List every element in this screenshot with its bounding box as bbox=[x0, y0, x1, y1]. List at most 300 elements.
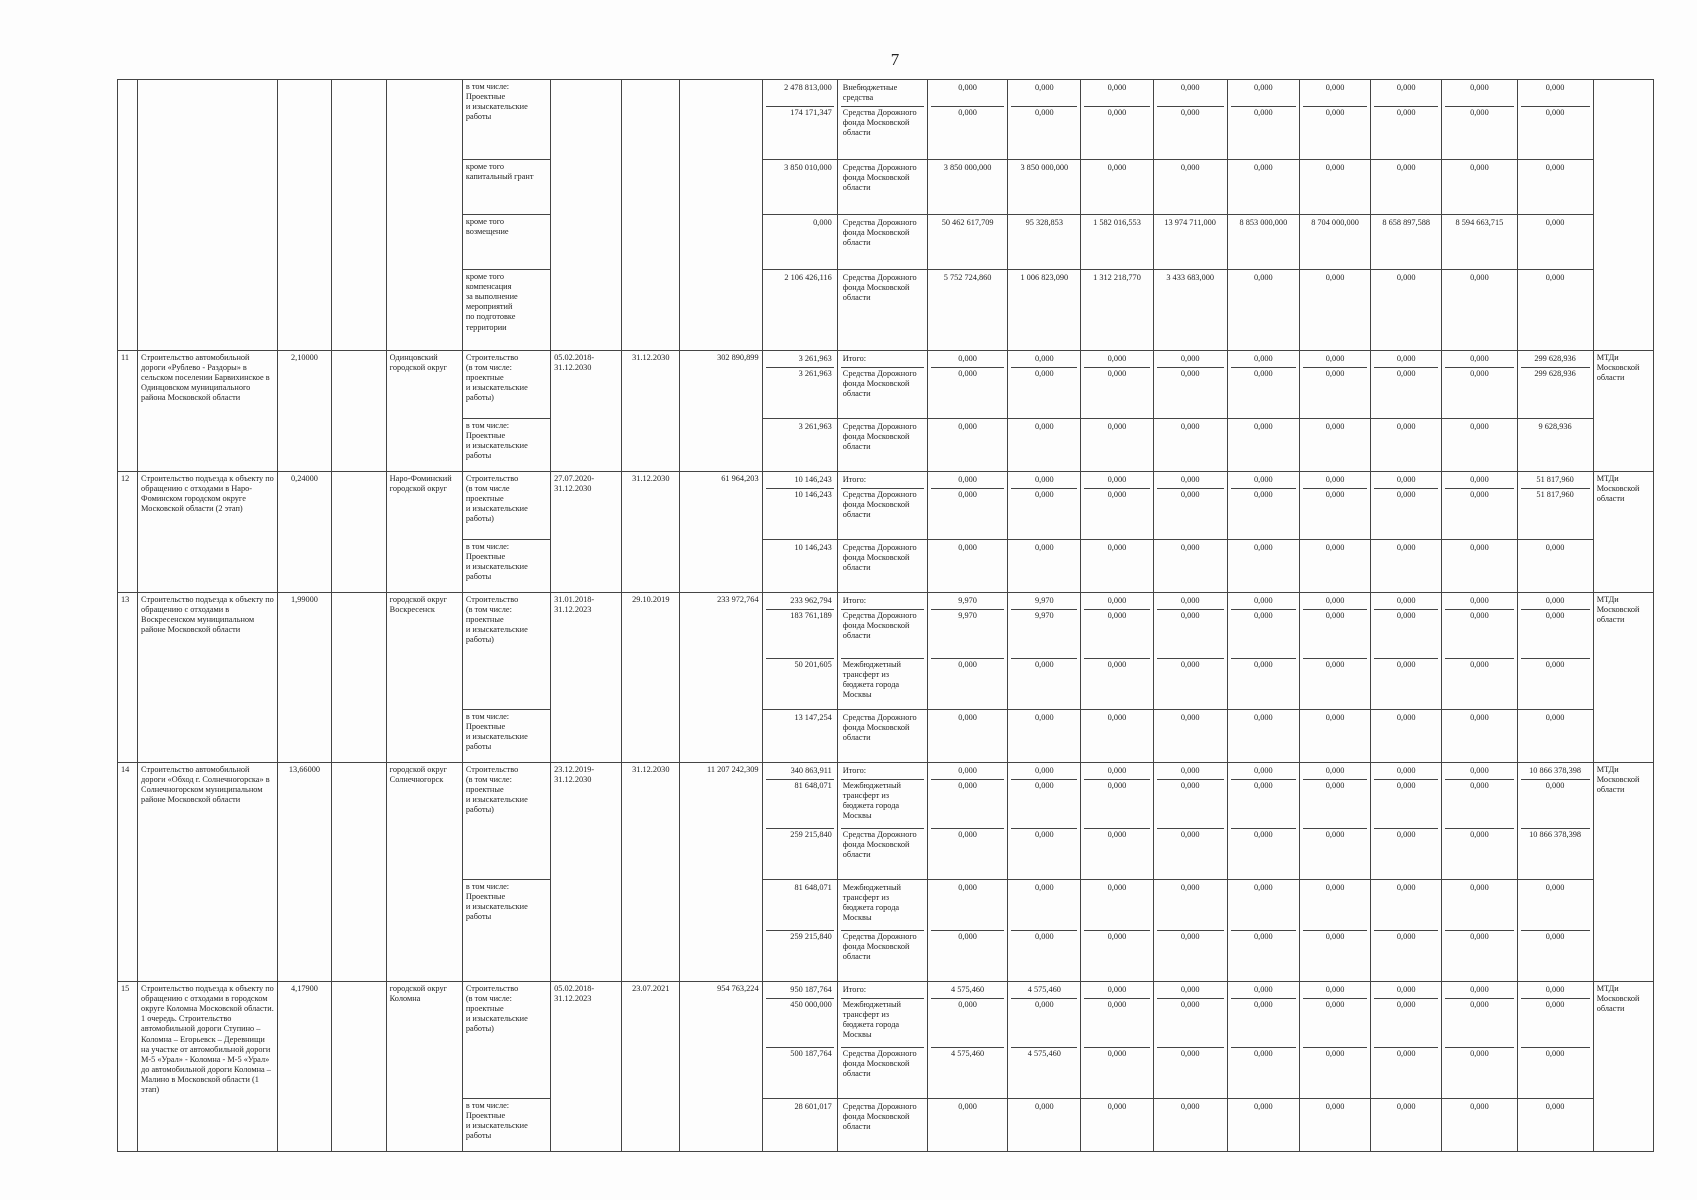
date-start: 05.02.2018- 31.12.2023 bbox=[551, 982, 622, 1152]
year-value-cell bbox=[1008, 160, 1081, 215]
year-value: 0,000 bbox=[931, 82, 1004, 107]
year-value: 0,000 bbox=[1180, 932, 1200, 941]
date-start: 23.12.2019- 31.12.2030 bbox=[551, 763, 622, 982]
year-value-cell bbox=[1299, 710, 1370, 763]
year-value-cell bbox=[1153, 763, 1227, 880]
year-value: 0,000 bbox=[1231, 474, 1296, 489]
year-value: 0,000 bbox=[1325, 422, 1345, 431]
year-value: 0,000 bbox=[1254, 422, 1273, 431]
funding-source-cell bbox=[837, 880, 927, 982]
work-type: в том числе: Проектные и изыскательские работы bbox=[462, 710, 550, 763]
year-value: 0,000 bbox=[1545, 163, 1565, 172]
date-end: 29.10.2019 bbox=[622, 593, 680, 763]
year-value: 0,000 bbox=[1445, 474, 1513, 489]
funding-source: Межбюджетный трансферт из бюджета города Москвы bbox=[841, 882, 924, 931]
year-value-cell bbox=[1153, 880, 1227, 982]
year-value-cell bbox=[1008, 1099, 1081, 1152]
year-value: 0,000 bbox=[1231, 595, 1296, 610]
year-value-cell bbox=[1299, 351, 1370, 419]
funding-source-cell bbox=[837, 80, 927, 160]
date-start: 31.01.2018- 31.12.2023 bbox=[551, 593, 622, 763]
executor: МТДи Московской области bbox=[1593, 982, 1653, 1152]
work-type: кроме того компенсация за выполнение мероприятий по подготовке территории bbox=[462, 270, 550, 351]
year-value: 0,000 bbox=[1325, 163, 1345, 172]
object-number: 15 bbox=[118, 982, 138, 1152]
year-value: 0,000 bbox=[1011, 765, 1077, 780]
year-value: 10 866 378,398 bbox=[1529, 830, 1582, 839]
object-place: городской округ Воскресенск bbox=[386, 593, 462, 763]
year-value: 0,000 bbox=[1374, 999, 1438, 1048]
financed-total-cell bbox=[762, 763, 837, 880]
year-value-cell bbox=[1227, 880, 1299, 982]
year-value: 9,970 bbox=[931, 595, 1004, 610]
year-value: 10 866 378,398 bbox=[1521, 765, 1590, 780]
work-type: в том числе: Проектные и изыскательские работы bbox=[462, 80, 550, 160]
year-value-cell bbox=[1227, 763, 1299, 880]
funding-source-cell bbox=[837, 351, 927, 419]
year-value: 0,000 bbox=[1325, 369, 1345, 378]
year-value-cell bbox=[1227, 1099, 1299, 1152]
object-blank-cell bbox=[331, 763, 386, 982]
date-end: 31.12.2030 bbox=[622, 351, 680, 472]
year-value-cell bbox=[1081, 1099, 1153, 1152]
year-value-cell bbox=[1371, 472, 1442, 540]
year-value: 0,000 bbox=[1470, 830, 1489, 839]
year-value: 0,000 bbox=[1445, 765, 1513, 780]
year-value: 0,000 bbox=[958, 543, 977, 552]
year-value: 0,000 bbox=[1396, 713, 1416, 722]
year-value: 0,000 bbox=[1084, 999, 1149, 1048]
year-value-cell bbox=[1517, 880, 1593, 982]
object-name: Строительство автомобильной дороги «Рублево - Раздоры» в сельском поселении Барвихинское в Одинцовском муниципального района Московской области bbox=[138, 351, 278, 472]
year-value: 0,000 bbox=[1011, 882, 1077, 931]
executor: МТДи Московской области bbox=[1593, 472, 1653, 593]
object-blank-cell bbox=[331, 593, 386, 763]
year-value: 1 312 218,770 bbox=[1093, 273, 1141, 282]
year-value: 0,000 bbox=[1470, 490, 1489, 499]
year-value: 299 628,936 bbox=[1521, 353, 1590, 368]
year-value: 0,000 bbox=[1303, 882, 1367, 931]
year-value-cell bbox=[1227, 160, 1299, 215]
year-value: 0,000 bbox=[1303, 595, 1367, 610]
year-value: 0,000 bbox=[1157, 595, 1224, 610]
financed-total-cell bbox=[762, 215, 837, 270]
financed-total: 10 146,243 bbox=[794, 543, 832, 552]
object-number: 13 bbox=[118, 593, 138, 763]
year-value: 0,000 bbox=[931, 474, 1004, 489]
year-value-cell bbox=[1517, 419, 1593, 472]
financed-total-cell bbox=[762, 160, 837, 215]
year-value-cell bbox=[1299, 982, 1370, 1099]
year-value-cell bbox=[928, 472, 1008, 540]
year-value-cell bbox=[928, 593, 1008, 710]
financed-total-cell bbox=[762, 270, 837, 351]
year-value-cell bbox=[1517, 763, 1593, 880]
year-value-cell bbox=[1442, 710, 1517, 763]
year-value-cell bbox=[1442, 80, 1517, 160]
year-value: 0,000 bbox=[1303, 82, 1367, 107]
year-value: 0,000 bbox=[1545, 713, 1565, 722]
year-value: 0,000 bbox=[1303, 610, 1367, 659]
year-value: 0,000 bbox=[1180, 660, 1200, 669]
year-value: 0,000 bbox=[1231, 882, 1296, 931]
financed-total-cell bbox=[762, 593, 837, 710]
year-value-cell bbox=[1008, 710, 1081, 763]
year-value: 0,000 bbox=[1107, 830, 1127, 839]
object-name: Строительство автомобильной дороги «Обход г. Солнечногорска» в Солнечногорском муниципальном районе Московской области bbox=[138, 763, 278, 982]
table-row bbox=[118, 763, 1654, 880]
financed-total-cell bbox=[762, 540, 837, 593]
year-value: 0,000 bbox=[1034, 713, 1054, 722]
financed-total-cell bbox=[762, 80, 837, 160]
work-type: в том числе: Проектные и изыскательские работы bbox=[462, 880, 550, 982]
year-value: 0,000 bbox=[1107, 369, 1127, 378]
year-value: 0,000 bbox=[1180, 108, 1200, 117]
year-value: 0,000 bbox=[1325, 1049, 1345, 1058]
year-value: 0,000 bbox=[1254, 1102, 1273, 1111]
year-value-cell bbox=[1299, 763, 1370, 880]
year-value: 0,000 bbox=[1396, 273, 1416, 282]
year-value: 0,000 bbox=[1303, 474, 1367, 489]
year-value-cell bbox=[928, 982, 1008, 1099]
year-value: 0,000 bbox=[1374, 353, 1438, 368]
year-value: 0,000 bbox=[1157, 82, 1224, 107]
year-value-cell bbox=[1371, 270, 1442, 351]
funding-source: Межбюджетный трансферт из бюджета города Москвы bbox=[842, 660, 901, 700]
year-value: 0,000 bbox=[1034, 830, 1054, 839]
year-value-cell bbox=[1299, 160, 1370, 215]
year-value: 0,000 bbox=[1011, 82, 1077, 107]
year-value: 0,000 bbox=[931, 882, 1004, 931]
year-value-cell bbox=[928, 710, 1008, 763]
year-value: 0,000 bbox=[1084, 780, 1149, 829]
year-value: 0,000 bbox=[1180, 422, 1200, 431]
year-value: 0,000 bbox=[1180, 830, 1200, 839]
table-row bbox=[118, 982, 1654, 1099]
funding-source: Средства Дорожного фонда Московской области bbox=[842, 422, 917, 452]
year-value-cell bbox=[1371, 710, 1442, 763]
year-value: 4 575,460 bbox=[1011, 984, 1077, 999]
year-value: 0,000 bbox=[1231, 353, 1296, 368]
year-value: 0,000 bbox=[1254, 108, 1273, 117]
year-value-cell bbox=[1227, 80, 1299, 160]
year-value-cell bbox=[1227, 419, 1299, 472]
year-value: 0,000 bbox=[1396, 1049, 1416, 1058]
year-value-cell bbox=[1371, 160, 1442, 215]
work-type: в том числе: Проектные и изыскательские работы bbox=[462, 1099, 550, 1152]
object-power: 1,99000 bbox=[278, 593, 331, 763]
object-place: городской округ Солнечногорск bbox=[386, 763, 462, 982]
financed-total: 3 850 010,000 bbox=[784, 163, 832, 172]
year-value-cell bbox=[1008, 880, 1081, 982]
year-value-cell bbox=[1517, 982, 1593, 1099]
year-value: 0,000 bbox=[1396, 108, 1416, 117]
year-value: 0,000 bbox=[1303, 780, 1367, 829]
year-value: 51 817,960 bbox=[1536, 490, 1574, 499]
funding-source: Средства Дорожного фонда Московской области bbox=[842, 1102, 917, 1132]
year-value-cell bbox=[1517, 1099, 1593, 1152]
object-number: 11 bbox=[118, 351, 138, 472]
financed-total: 3 261,963 bbox=[766, 353, 834, 368]
year-value-cell bbox=[1008, 419, 1081, 472]
year-value: 3 433 683,000 bbox=[1166, 273, 1215, 282]
year-value: 0,000 bbox=[1445, 999, 1513, 1048]
object-blank-cell bbox=[331, 982, 386, 1152]
year-value-cell bbox=[1008, 763, 1081, 880]
year-value: 0,000 bbox=[1396, 660, 1416, 669]
year-value: 0,000 bbox=[1254, 713, 1273, 722]
year-value: 0,000 bbox=[1374, 765, 1438, 780]
year-value: 0,000 bbox=[1157, 882, 1224, 931]
financed-total: 340 863,911 bbox=[766, 765, 834, 780]
year-value-cell bbox=[1153, 270, 1227, 351]
year-value-cell bbox=[1153, 710, 1227, 763]
financed-total-cell bbox=[762, 1099, 837, 1152]
year-value-cell bbox=[1153, 593, 1227, 710]
funding-source: Итого: bbox=[841, 474, 924, 489]
year-value: 0,000 bbox=[1545, 218, 1565, 227]
year-value: 0,000 bbox=[958, 932, 977, 941]
year-value: 0,000 bbox=[1374, 780, 1438, 829]
year-value: 0,000 bbox=[1325, 273, 1345, 282]
year-value: 0,000 bbox=[1107, 543, 1127, 552]
cost: 61 964,203 bbox=[680, 472, 762, 593]
program-table bbox=[117, 79, 1654, 1152]
year-value: 9,970 bbox=[1011, 610, 1077, 659]
year-value: 0,000 bbox=[1157, 780, 1224, 829]
year-value: 0,000 bbox=[1254, 1049, 1273, 1058]
year-value: 0,000 bbox=[1396, 369, 1416, 378]
year-value: 0,000 bbox=[1470, 932, 1489, 941]
funding-source: Внебюджетные средства bbox=[841, 82, 924, 107]
funding-source: Средства Дорожного фонда Московской области bbox=[841, 610, 924, 659]
year-value-cell bbox=[928, 351, 1008, 419]
year-value: 50 462 617,709 bbox=[941, 218, 994, 227]
year-value-cell bbox=[1517, 270, 1593, 351]
year-value-cell bbox=[1442, 593, 1517, 710]
year-value: 0,000 bbox=[1107, 660, 1127, 669]
year-value: 0,000 bbox=[1034, 490, 1054, 499]
funding-source: Средства Дорожного фонда Московской области bbox=[842, 108, 917, 138]
year-value: 0,000 bbox=[1521, 595, 1590, 610]
year-value: 5 752 724,860 bbox=[943, 273, 992, 282]
cost: 11 207 242,309 bbox=[680, 763, 762, 982]
year-value: 0,000 bbox=[931, 780, 1004, 829]
year-value: 0,000 bbox=[958, 369, 977, 378]
funding-source: Итого: bbox=[841, 595, 924, 610]
year-value-cell bbox=[1008, 270, 1081, 351]
year-value-cell bbox=[1371, 1099, 1442, 1152]
table-row bbox=[118, 80, 1654, 160]
object-power: 0,24000 bbox=[278, 472, 331, 593]
page-number: 7 bbox=[890, 50, 900, 69]
year-value: 0,000 bbox=[1254, 543, 1273, 552]
year-value: 0,000 bbox=[1470, 273, 1489, 282]
year-value: 0,000 bbox=[1011, 353, 1077, 368]
year-value: 3 850 000,000 bbox=[943, 163, 992, 172]
funding-source: Межбюджетный трансферт из бюджета города Москвы bbox=[841, 780, 924, 829]
year-value-cell bbox=[1008, 351, 1081, 419]
year-value: 0,000 bbox=[1254, 490, 1273, 499]
year-value: 0,000 bbox=[1325, 490, 1345, 499]
year-value: 0,000 bbox=[1157, 765, 1224, 780]
year-value: 8 658 897,588 bbox=[1382, 218, 1431, 227]
year-value: 0,000 bbox=[1445, 780, 1513, 829]
year-value-cell bbox=[1299, 472, 1370, 540]
funding-source-cell bbox=[837, 270, 927, 351]
year-value: 0,000 bbox=[958, 108, 977, 117]
table-row bbox=[118, 351, 1654, 419]
year-value-cell bbox=[1299, 593, 1370, 710]
year-value: 0,000 bbox=[1325, 543, 1345, 552]
year-value-cell bbox=[1299, 1099, 1370, 1152]
year-value-cell bbox=[1371, 419, 1442, 472]
year-value-cell bbox=[1442, 351, 1517, 419]
year-value-cell bbox=[1153, 351, 1227, 419]
funding-source-cell bbox=[837, 215, 927, 270]
year-value-cell bbox=[1081, 419, 1153, 472]
financed-total: 50 201,605 bbox=[794, 660, 832, 669]
year-value: 0,000 bbox=[1034, 108, 1054, 117]
executor: МТДи Московской области bbox=[1593, 593, 1653, 763]
financed-total: 233 962,794 bbox=[766, 595, 834, 610]
year-value-cell bbox=[1081, 593, 1153, 710]
year-value-cell bbox=[1371, 593, 1442, 710]
year-value: 1 006 823,090 bbox=[1020, 273, 1069, 282]
financed-total-cell bbox=[762, 710, 837, 763]
year-value: 0,000 bbox=[1303, 984, 1367, 999]
year-value-cell bbox=[1517, 540, 1593, 593]
year-value: 0,000 bbox=[1374, 984, 1438, 999]
financed-total: 0,000 bbox=[813, 218, 832, 227]
year-value: 0,000 bbox=[1084, 595, 1149, 610]
year-value-cell bbox=[1153, 982, 1227, 1099]
year-value-cell bbox=[1081, 982, 1153, 1099]
year-value: 0,000 bbox=[958, 422, 977, 431]
financed-total: 950 187,764 bbox=[766, 984, 834, 999]
year-value: 0,000 bbox=[1180, 713, 1200, 722]
year-value: 0,000 bbox=[1470, 1102, 1489, 1111]
year-value: 0,000 bbox=[1303, 353, 1367, 368]
object-blank-cell bbox=[331, 351, 386, 472]
object-place: Одинцовский городской округ bbox=[386, 351, 462, 472]
year-value: 13 974 711,000 bbox=[1164, 218, 1216, 227]
work-type: в том числе: Проектные и изыскательские работы bbox=[462, 419, 550, 472]
year-value: 0,000 bbox=[1396, 163, 1416, 172]
year-value: 0,000 bbox=[1157, 999, 1224, 1048]
object-place: городской округ Коломна bbox=[386, 982, 462, 1152]
year-value: 0,000 bbox=[1521, 780, 1590, 829]
object-power: 13,66000 bbox=[278, 763, 331, 982]
year-value: 0,000 bbox=[1396, 543, 1416, 552]
year-value: 0,000 bbox=[1034, 1102, 1054, 1111]
year-value: 0,000 bbox=[1445, 353, 1513, 368]
year-value-cell bbox=[1227, 710, 1299, 763]
funding-source-cell bbox=[837, 540, 927, 593]
year-value: 0,000 bbox=[1545, 273, 1565, 282]
year-value-cell bbox=[1081, 880, 1153, 982]
year-value: 0,000 bbox=[1545, 1102, 1565, 1111]
year-value-cell bbox=[1153, 160, 1227, 215]
date-start: 05.02.2018- 31.12.2030 bbox=[551, 351, 622, 472]
table-row bbox=[118, 472, 1654, 540]
year-value: 0,000 bbox=[1034, 543, 1054, 552]
object-name: Строительство подъезда к объекту по обращению с отходами в Наро-Фоминском городском округе Московской области (2 этап) bbox=[138, 472, 278, 593]
year-value: 0,000 bbox=[1470, 422, 1489, 431]
financed-total: 174 171,347 bbox=[790, 108, 832, 117]
year-value: 0,000 bbox=[1107, 490, 1127, 499]
year-value-cell bbox=[1442, 215, 1517, 270]
year-value-cell bbox=[1153, 472, 1227, 540]
year-value-cell bbox=[1517, 160, 1593, 215]
year-value-cell bbox=[1008, 593, 1081, 710]
year-value: 0,000 bbox=[1521, 82, 1590, 107]
year-value-cell bbox=[1299, 270, 1370, 351]
year-value: 0,000 bbox=[1470, 543, 1489, 552]
financed-total-cell bbox=[762, 419, 837, 472]
financed-total: 10 146,243 bbox=[766, 474, 834, 489]
year-value: 0,000 bbox=[1303, 999, 1367, 1048]
date-end bbox=[622, 80, 680, 351]
year-value-cell bbox=[1227, 351, 1299, 419]
object-number: 14 bbox=[118, 763, 138, 982]
date-end: 23.07.2021 bbox=[622, 982, 680, 1152]
year-value: 0,000 bbox=[1470, 713, 1489, 722]
work-type: Строительство (в том числе: проектные и изыскательские работы) bbox=[462, 593, 550, 710]
funding-source: Межбюджетный трансферт из бюджета города Москвы bbox=[841, 999, 924, 1048]
year-value-cell bbox=[1517, 472, 1593, 540]
year-value-cell bbox=[1442, 419, 1517, 472]
year-value: 9 628,936 bbox=[1538, 422, 1572, 431]
object-power: 4,17900 bbox=[278, 982, 331, 1152]
year-value: 0,000 bbox=[1254, 660, 1273, 669]
year-value: 9,970 bbox=[931, 610, 1004, 659]
year-value: 0,000 bbox=[958, 713, 977, 722]
year-value-cell bbox=[1442, 763, 1517, 880]
work-type: кроме того возмещение bbox=[462, 215, 550, 270]
year-value-cell bbox=[1081, 160, 1153, 215]
funding-source: Средства Дорожного фонда Московской области bbox=[842, 369, 917, 399]
funding-source: Средства Дорожного фонда Московской области bbox=[842, 490, 917, 520]
year-value: 0,000 bbox=[1254, 932, 1273, 941]
year-value: 0,000 bbox=[958, 830, 977, 839]
year-value-cell bbox=[1081, 80, 1153, 160]
funding-source: Итого: bbox=[841, 984, 924, 999]
year-value-cell bbox=[1081, 540, 1153, 593]
year-value-cell bbox=[1442, 982, 1517, 1099]
year-value: 299 628,936 bbox=[1534, 369, 1576, 378]
year-value: 0,000 bbox=[1374, 82, 1438, 107]
financed-total-cell bbox=[762, 351, 837, 419]
financed-total-cell bbox=[762, 472, 837, 540]
funding-source: Средства Дорожного фонда Московской области bbox=[842, 713, 917, 743]
year-value-cell bbox=[1299, 80, 1370, 160]
year-value: 0,000 bbox=[1180, 369, 1200, 378]
table-row bbox=[118, 593, 1654, 710]
year-value: 0,000 bbox=[1470, 660, 1489, 669]
year-value-cell bbox=[928, 763, 1008, 880]
year-value: 0,000 bbox=[1445, 882, 1513, 931]
date-start bbox=[551, 80, 622, 351]
funding-source-cell bbox=[837, 419, 927, 472]
year-value-cell bbox=[1371, 80, 1442, 160]
year-value: 0,000 bbox=[1034, 369, 1054, 378]
year-value: 0,000 bbox=[1107, 422, 1127, 431]
year-value: 0,000 bbox=[1374, 595, 1438, 610]
financed-total: 259 215,840 bbox=[790, 830, 832, 839]
funding-source-cell bbox=[837, 472, 927, 540]
executor: МТДи Московской области bbox=[1593, 763, 1653, 982]
